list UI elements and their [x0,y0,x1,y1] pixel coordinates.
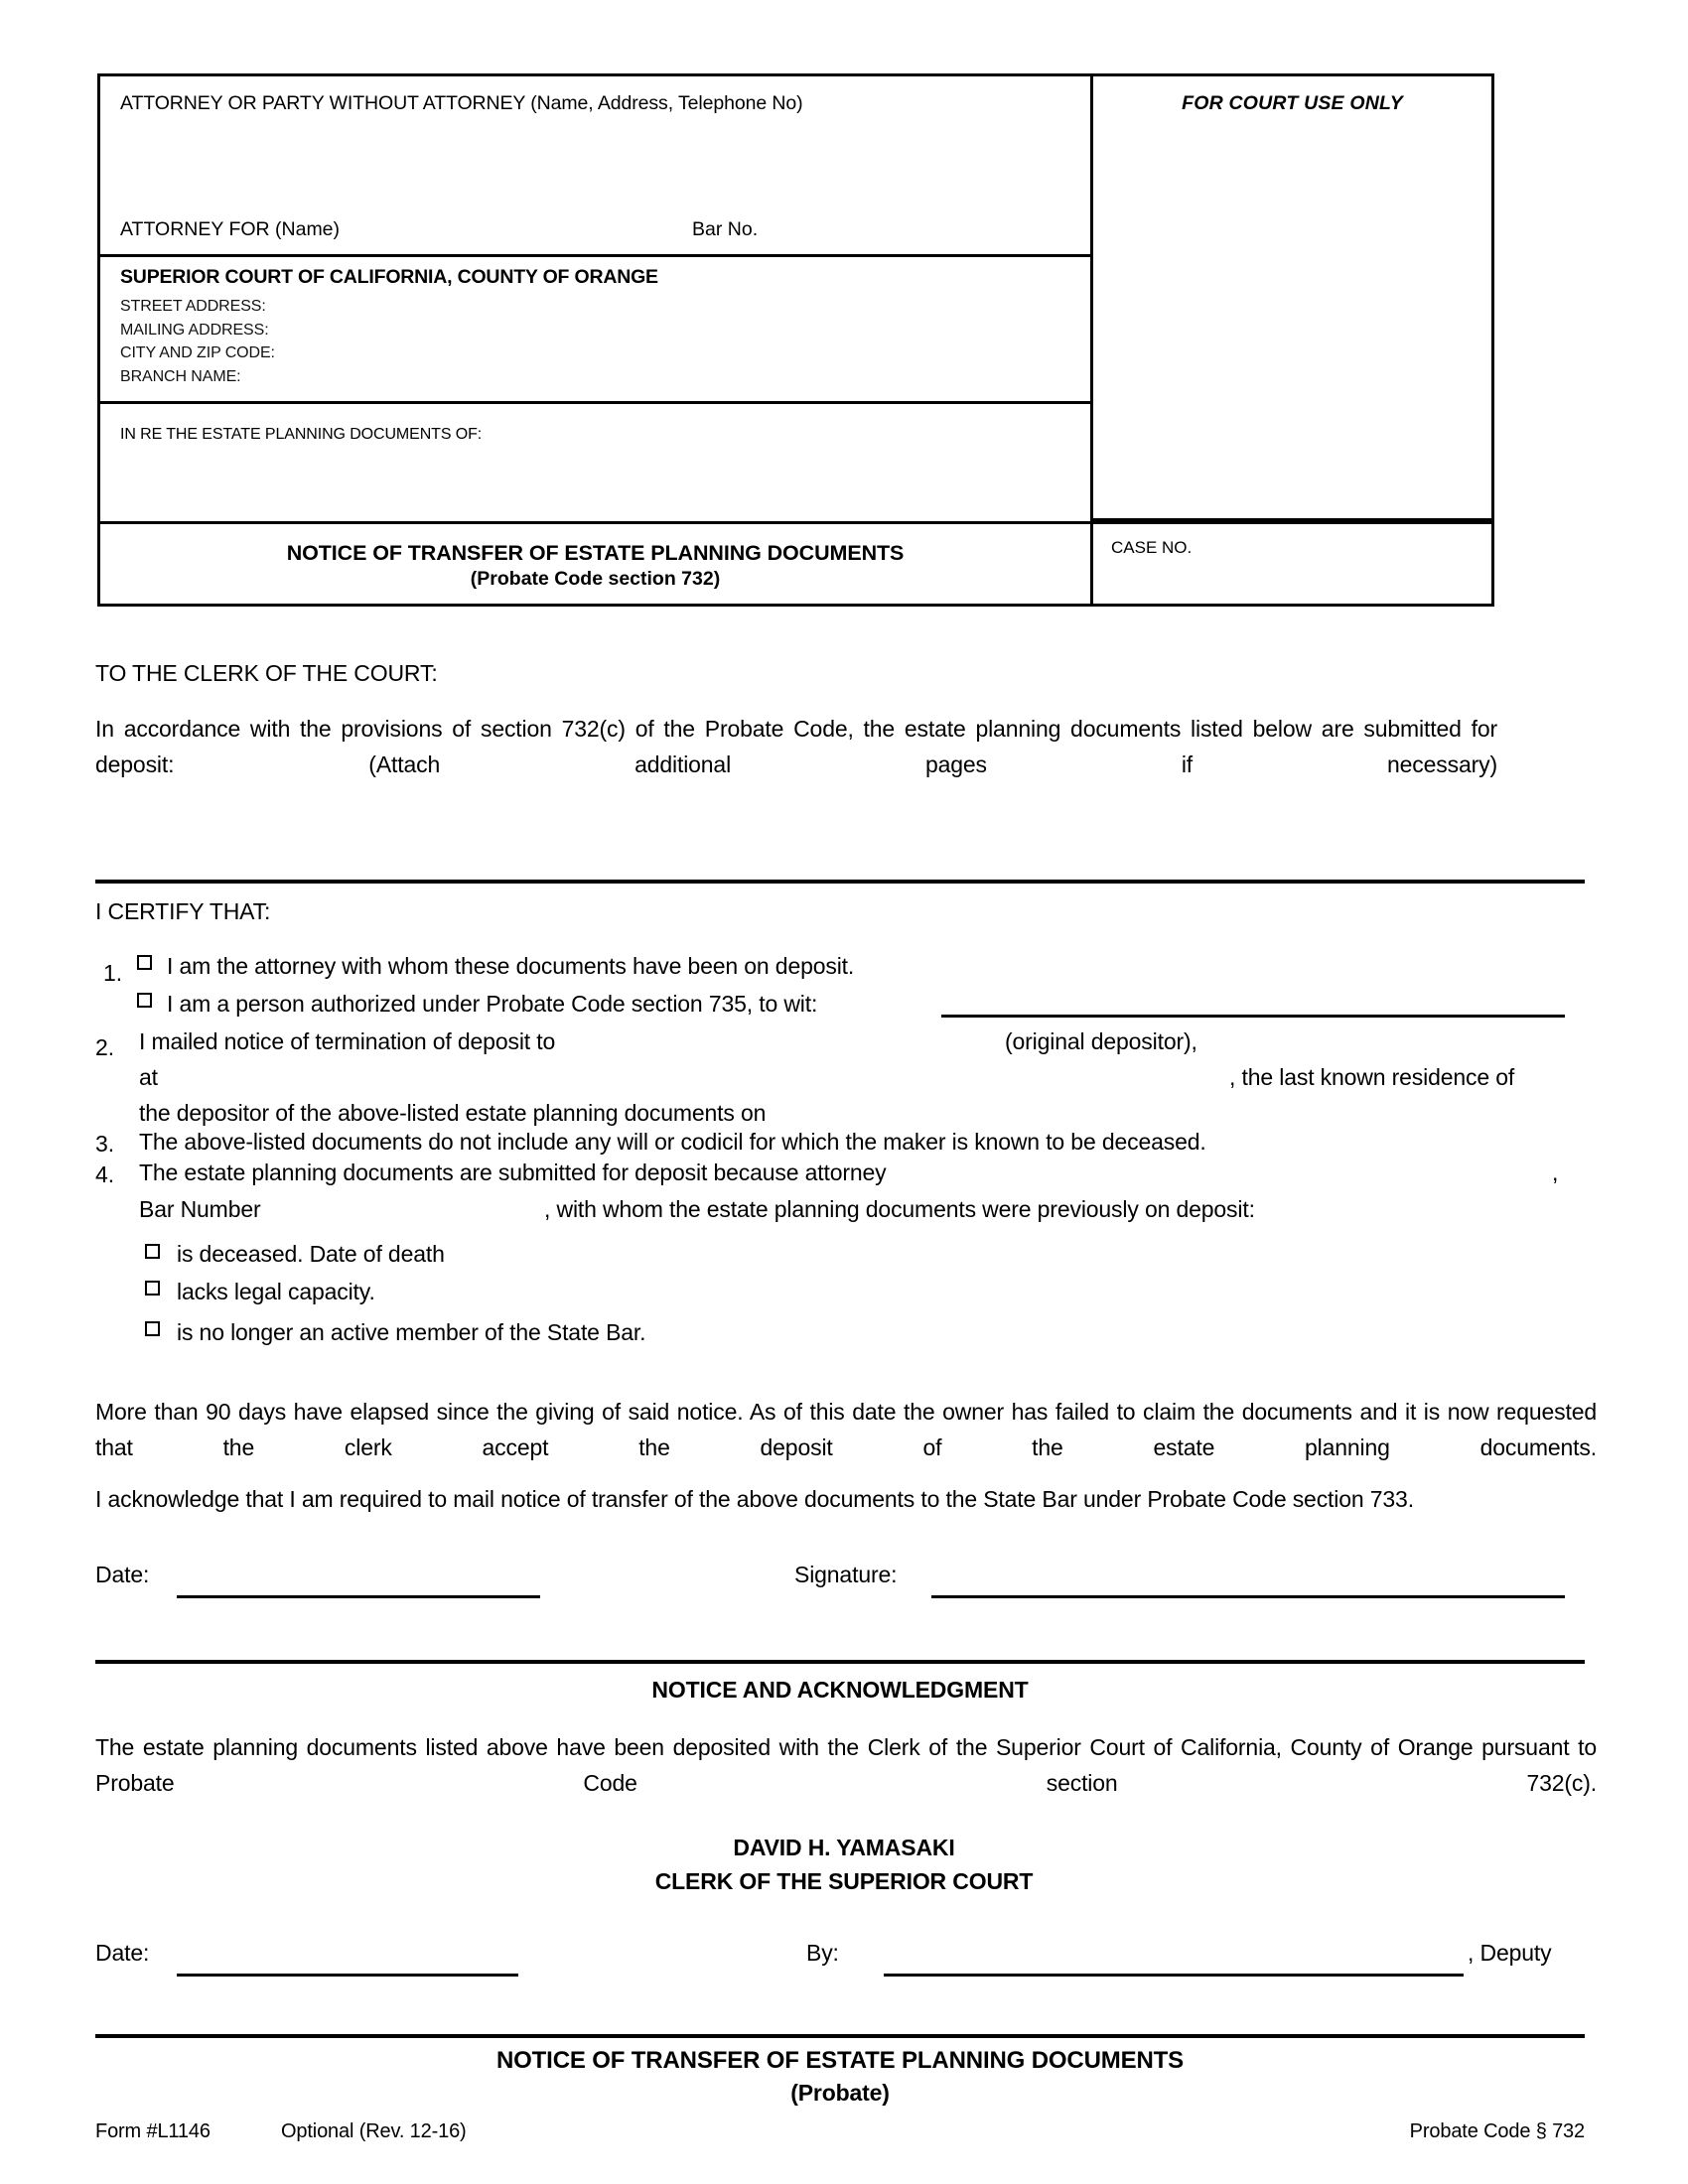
caption-box [97,73,1494,607]
certify-heading: I CERTIFY THAT: [95,898,271,924]
item-2-original-depositor-label: (original depositor), [1005,1028,1197,1054]
street-address-label: STREET ADDRESS: [120,298,266,315]
item-4-option-inactive-label: is no longer an active member of the State Bar. [177,1319,646,1345]
accordance-paragraph: In accordance with the provisions of section 732(c) of the Probate Code, the estate planning documents listed below are submitted for deposit: (Attach additional pages if necessary) [95,716,1497,777]
item-4-bar-number-label: Bar Number [139,1196,261,1222]
item-1-number: 1. [103,960,123,986]
ack-by-label: By: [806,1940,839,1966]
footer-form-number: Form #L1146 [95,2120,211,2142]
section-divider-acknowledgment [95,1660,1585,1664]
form-title-subtitle: (Probate Code section 732) [470,568,721,590]
item-2-number: 2. [95,1034,115,1060]
checkbox-not-active-member[interactable] [145,1321,160,1336]
footer-optional-rev: Optional (Rev. 12-16) [281,2120,467,2142]
for-court-use-only-block [1093,76,1491,521]
item-3-number: 3. [95,1131,115,1157]
checkbox-is-deceased[interactable] [145,1244,160,1259]
attorney-header-label: ATTORNEY OR PARTY WITHOUT ATTORNEY (Name, Address, Telephone No) [120,92,803,114]
item-2-line1-label: I mailed notice of termination of deposit to [139,1028,556,1054]
item-2-at-label: at [139,1064,158,1090]
item-2-last-known-residence-label: , the last known residence of [1229,1064,1515,1090]
footer-subtitle: (Probate) [790,2080,890,2106]
ack-deputy-label: , Deputy [1468,1940,1552,1966]
item-2-line3-label: the depositor of the above-listed estate planning documents on [139,1100,767,1126]
acknowledge-paragraph: I acknowledge that I am required to mail notice of transfer of the above documents to the State Bar under Probate Code section 733. [95,1486,1414,1512]
footer-title: NOTICE OF TRANSFER OF ESTATE PLANNING DOCUMENTS [495,2047,1185,2074]
attorney-for-label: ATTORNEY FOR (Name) [120,218,341,240]
ack-by-line[interactable] [884,1974,1464,1977]
item-4-trailing-comma: , [1552,1160,1559,1185]
for-court-use-only-label: FOR COURT USE ONLY [1182,92,1403,114]
in-re-label: IN RE THE ESTATE PLANNING DOCUMENTS OF: [120,426,483,443]
ninety-days-paragraph: More than 90 days have elapsed since the giving of said notice. As of this date the owner has failed to claim the documents and it is now requested that the clerk accept the deposit of the estate planning documents. [95,1399,1597,1460]
signature-date-line[interactable] [177,1595,540,1598]
in-re-block[interactable] [100,404,1090,521]
caption-upper-row [100,76,1491,521]
case-number-block[interactable] [1093,524,1491,604]
caption-left-column [100,76,1093,521]
item-4-option-lacks-capacity-label: lacks legal capacity. [177,1279,375,1304]
section-divider-certify [95,880,1585,884]
court-name-label: SUPERIOR COURT OF CALIFORNIA, COUNTY OF ORANGE [120,266,658,288]
item-1a-label: I am the attorney with whom these documents have been on deposit. [167,953,855,979]
signature-label: Signature: [794,1562,898,1587]
mailing-address-label: MAILING ADDRESS: [120,321,269,339]
clerk-title: CLERK OF THE SUPERIOR COURT [654,1868,1034,1894]
caption-title-row [100,521,1491,604]
checkbox-lacks-legal-capacity[interactable] [145,1281,160,1296]
signature-date-label: Date: [95,1562,150,1587]
item-4-number: 4. [95,1161,115,1187]
checkbox-attorney-on-deposit[interactable] [137,955,152,970]
case-no-label: CASE NO. [1111,538,1193,557]
form-title: NOTICE OF TRANSFER OF ESTATE PLANNING DOCUMENTS [286,541,905,565]
clerk-name: DAVID H. YAMASAKI [733,1835,955,1860]
branch-name-label: BRANCH NAME: [120,367,241,385]
form-title-block [100,524,1093,604]
signature-line[interactable] [931,1595,1565,1598]
acknowledgment-heading: NOTICE AND ACKNOWLEDGMENT [651,1677,1029,1703]
item-4-option-deceased-label: is deceased. Date of death [177,1241,445,1267]
ack-date-line[interactable] [177,1974,518,1977]
item-3-label: The above-listed documents do not include any will or codicil for which the maker is known to be deceased. [139,1129,1206,1155]
acknowledgment-paragraph: The estate planning documents listed above have been deposited with the Clerk of the Superior Court of California, County of Orange pursuant to Probate Code section 732(c). [95,1734,1597,1796]
footer-code-reference: Probate Code § 732 [1409,2120,1585,2142]
city-zip-label: CITY AND ZIP CODE: [120,344,275,361]
checkbox-authorized-person[interactable] [137,993,152,1008]
item-1b-fill-line[interactable] [941,1015,1565,1018]
item-4-line1-label: The estate planning documents are submitted for deposit because attorney [139,1160,887,1185]
item-4-with-whom-label: , with whom the estate planning documents were previously on deposit: [544,1196,1255,1222]
caption-right-column [1093,76,1491,521]
item-1b-label: I am a person authorized under Probate Code section 735, to wit: [167,991,818,1017]
footer-divider [95,2034,1585,2038]
to-clerk-heading: TO THE CLERK OF THE COURT: [95,660,438,686]
court-address-block[interactable] [100,257,1090,404]
ack-date-label: Date: [95,1940,150,1966]
bar-no-label: Bar No. [692,218,759,240]
attorney-block[interactable] [100,76,1090,257]
